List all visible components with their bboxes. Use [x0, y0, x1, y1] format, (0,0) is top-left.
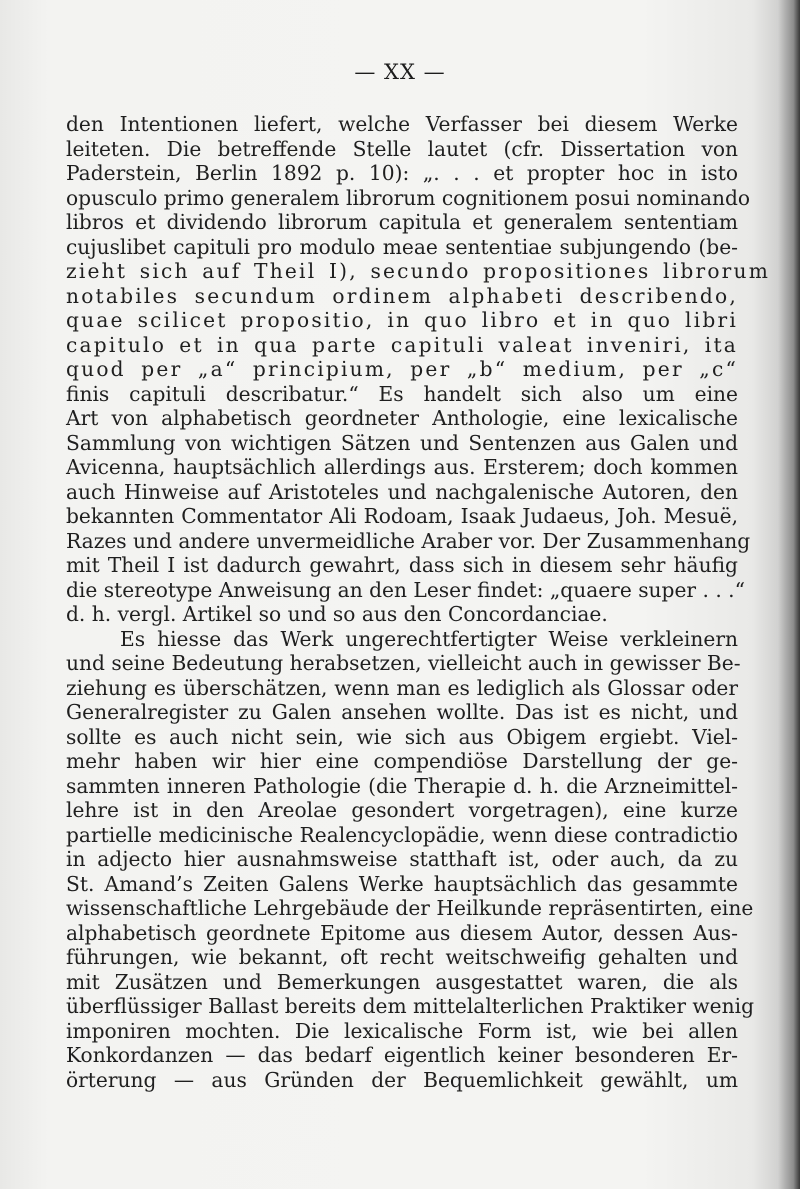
- text-line: Paderstein, Berlin 1892 p. 10): „. . . et propter hoc in isto: [66, 161, 738, 185]
- text-line: ziehung es überschätzen, wenn man es lediglich als Glossar oder: [66, 675, 738, 700]
- text-line: mit Zusätzen und Bemerkungen ausgestattet waren, die als: [66, 969, 738, 994]
- text-line: örterung — aus Gründen der Bequemlichkeit gewählt, um: [66, 1067, 738, 1092]
- text-line: notabiles secundum ordinem alphabeti describendo,: [66, 283, 738, 308]
- text-line: lehre ist in den Areolae gesondert vorgetragen), eine kurze: [66, 798, 738, 822]
- text-line: wissenschaftliche Lehrgebäude der Heilkunde repräsentirten, eine: [66, 896, 754, 920]
- text-line: bekannten Commentator Ali Rodoam, Isaak Judaeus, Joh. Mesuë,: [66, 504, 738, 528]
- page-edge-shadow: [778, 0, 800, 1189]
- text-line: opusculo primo generalem librorum cognitionem posui nominando: [66, 185, 751, 210]
- text-line: führungen, wie bekannt, oft recht weitschweifig gehalten und: [66, 945, 738, 969]
- text-line: cujuslibet capituli pro modulo meae sententiae subjungendo (be-: [66, 234, 738, 259]
- text-line: finis capituli describatur.“ Es handelt sich also um eine: [66, 381, 738, 406]
- text-line: mit Theil I ist dadurch gewahrt, dass sich in diesem sehr häufig: [66, 553, 738, 577]
- text-line: d. h. vergl. Artikel so und so aus den Concordanciae.: [66, 602, 608, 626]
- text-line: sollte es auch nicht sein, wie sich aus Obigem ergiebt. Viel-: [66, 724, 738, 749]
- text-line: imponiren mochten. Die lexicalische Form ist, wie bei allen: [66, 1018, 738, 1043]
- text-line: mehr haben wir hier eine compendiöse Darstellung der ge-: [66, 749, 738, 773]
- text-line: zieht sich auf Theil I), secundo propositiones librorum: [66, 259, 771, 283]
- text-line: partielle medicinische Realencyclopädie, wenn diese contradictio: [66, 822, 738, 847]
- text-line: Konkordanzen — das bedarf eigentlich keiner besonderen Er-: [66, 1043, 738, 1067]
- text-line: auch Hinweise auf Aristoteles und nachgalenische Autoren, den: [66, 479, 738, 504]
- text-line: Sammlung von wichtigen Sätzen und Sentenzen aus Galen und: [66, 430, 738, 455]
- text-line: libros et dividendo librorum capitula et generalem sententiam: [66, 210, 738, 234]
- text-line: Razes und andere unvermeidliche Araber vor. Der Zusammenhang: [66, 528, 751, 553]
- text-line: St. Amand’s Zeiten Galens Werke hauptsächlich das gesammte: [66, 871, 738, 896]
- text-line: quod per „a“ principium, per „b“ medium, per „c“: [66, 357, 738, 381]
- text-line: quae scilicet propositio, in quo libro et in quo libri: [66, 308, 738, 332]
- text-line: in adjecto hier ausnahmsweise statthaft ist, oder auch, da zu: [66, 847, 738, 871]
- text-line: die stereotype Anweisung an den Leser findet: „quaere super . . .“: [66, 577, 745, 602]
- body-text: [66, 112, 771, 1092]
- text-line: sammten inneren Pathologie (die Therapie d. h. die Arzneimittel-: [66, 773, 738, 798]
- text-line: Es hiesse das Werk ungerechtfertigter Weise verkleinern: [120, 626, 738, 651]
- text-line: capitulo et in qua parte capituli valeat inveniri, ita: [66, 332, 738, 357]
- text-line: und seine Bedeutung herabsetzen, vielleicht auch in gewisser Be-: [66, 651, 741, 675]
- page-number-header: — XX —: [354, 60, 446, 84]
- text-line: leiteten. Die betreffende Stelle lautet (cfr. Dissertation von: [66, 136, 738, 161]
- text-line: Art von alphabetisch geordneter Anthologie, eine lexicalische: [66, 406, 738, 430]
- text-line: überflüssiger Ballast bereits dem mittelalterlichen Praktiker wenig: [66, 994, 754, 1018]
- text-line: den Intentionen liefert, welche Verfasser bei diesem Werke: [66, 112, 738, 136]
- text-line: alphabetisch geordnete Epitome aus diesem Autor, dessen Aus-: [66, 920, 738, 945]
- text-line: Generalregister zu Galen ansehen wollte. Das ist es nicht, und: [66, 700, 738, 724]
- text-line: Avicenna, hauptsächlich allerdings aus. Ersterem; doch kommen: [66, 455, 738, 479]
